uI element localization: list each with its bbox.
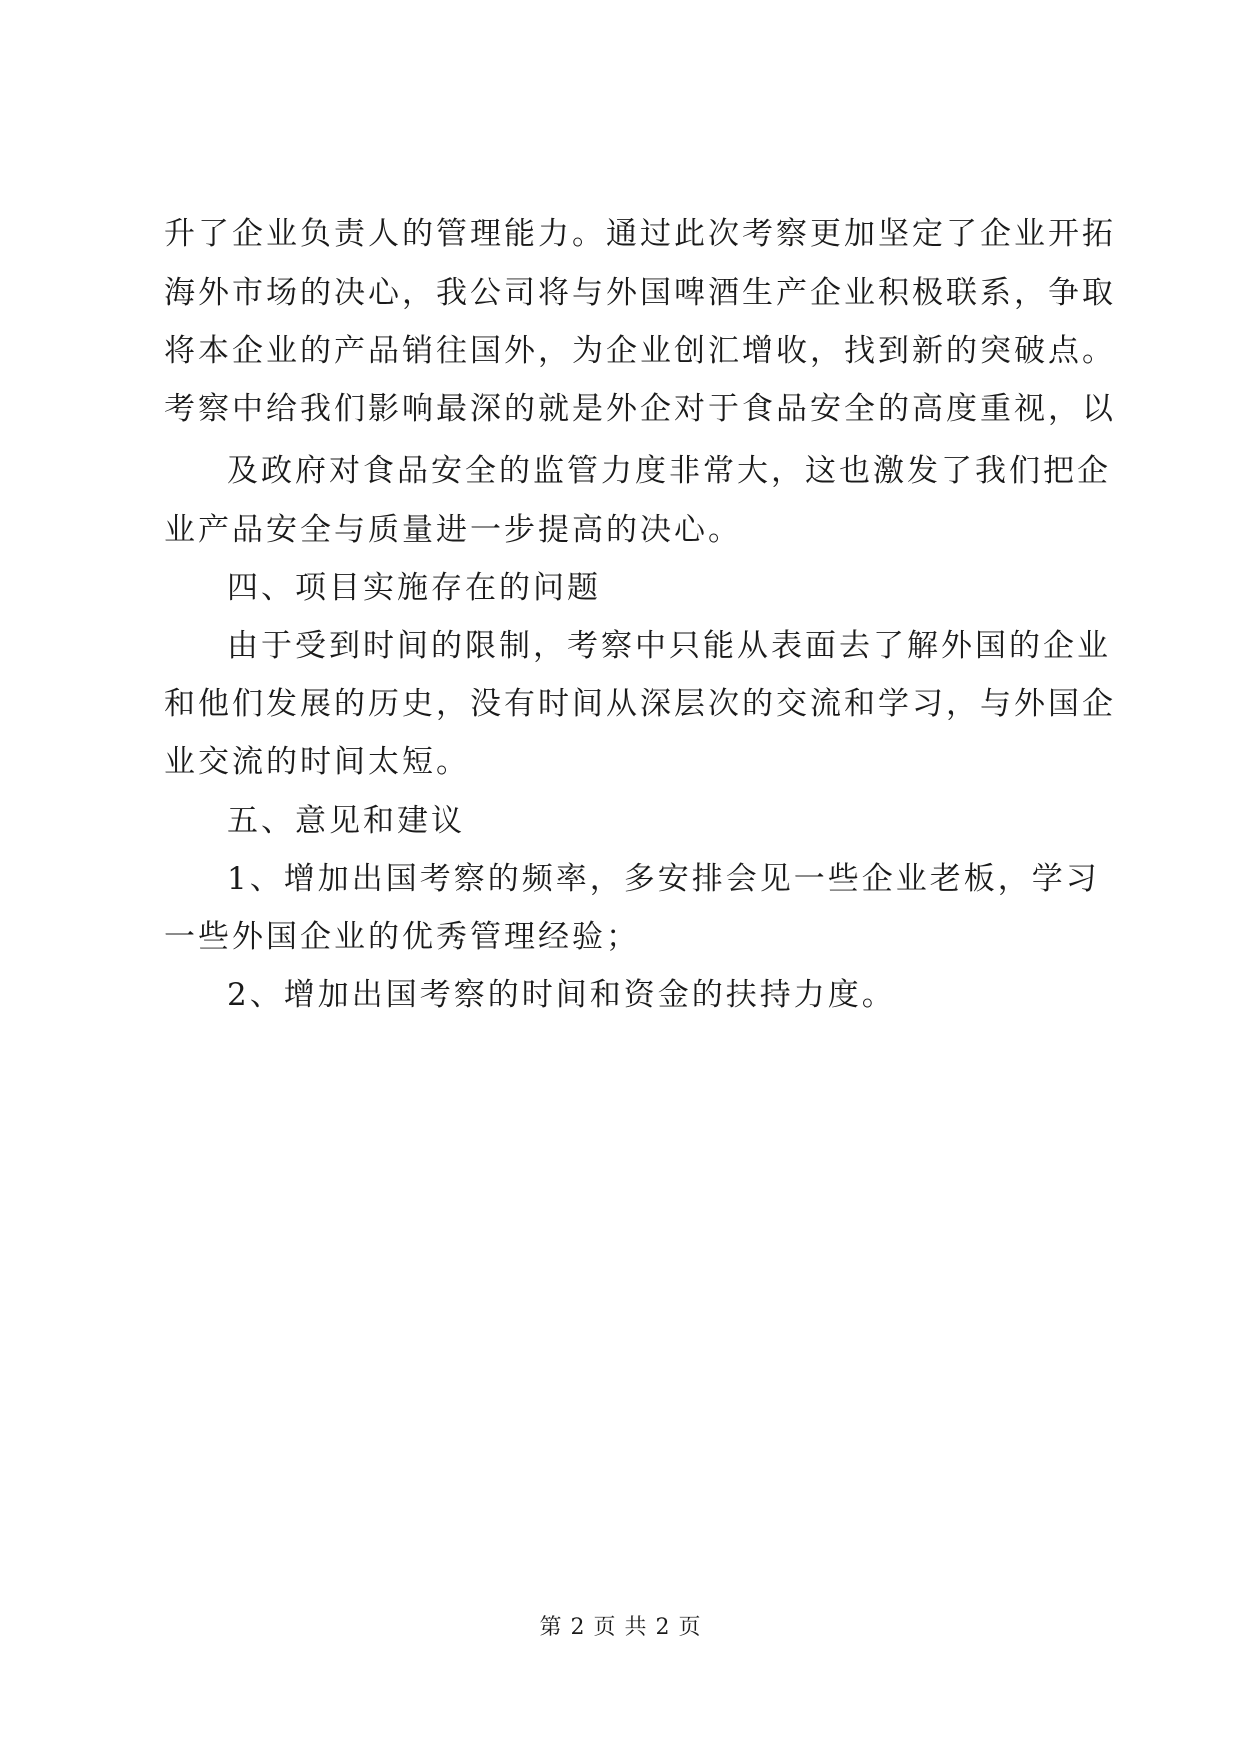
body-line-2: 海外市场的决心，我公司将与外国啤酒生产企业积极联系，争取 [164,275,1116,311]
list-item-1-continued: 一些外国企业的优秀管理经验； [164,919,640,955]
list-item-1: 1、增加出国考察的频率，多安排会见一些企业老板，学习 [227,861,1100,897]
body-line-4: 考察中给我们影响最深的就是外企对于食品安全的高度重视，以 [164,391,1116,427]
page-footer: 第 2 页 共 2 页 [539,1615,702,1640]
body-line-9: 和他们发展的历史，没有时间从深层次的交流和学习，与外国企 [164,686,1116,722]
list-item-2: 2、增加出国考察的时间和资金的扶持力度。 [227,977,896,1013]
section-heading-5: 五、意见和建议 [227,803,465,839]
body-line-1: 升了企业负责人的管理能力。通过此次考察更加坚定了企业开拓 [164,216,1116,252]
body-line-3: 将本企业的产品销往国外，为企业创汇增收，找到新的突破点。 [164,333,1116,369]
body-line-5: 及政府对食品安全的监管力度非常大，这也激发了我们把企 [227,453,1111,489]
body-line-6: 业产品安全与质量进一步提高的决心。 [164,512,742,548]
section-heading-4: 四、项目实施存在的问题 [227,570,601,606]
body-line-8: 由于受到时间的限制，考察中只能从表面去了解外国的企业 [227,628,1111,664]
body-line-10: 业交流的时间太短。 [164,744,470,780]
